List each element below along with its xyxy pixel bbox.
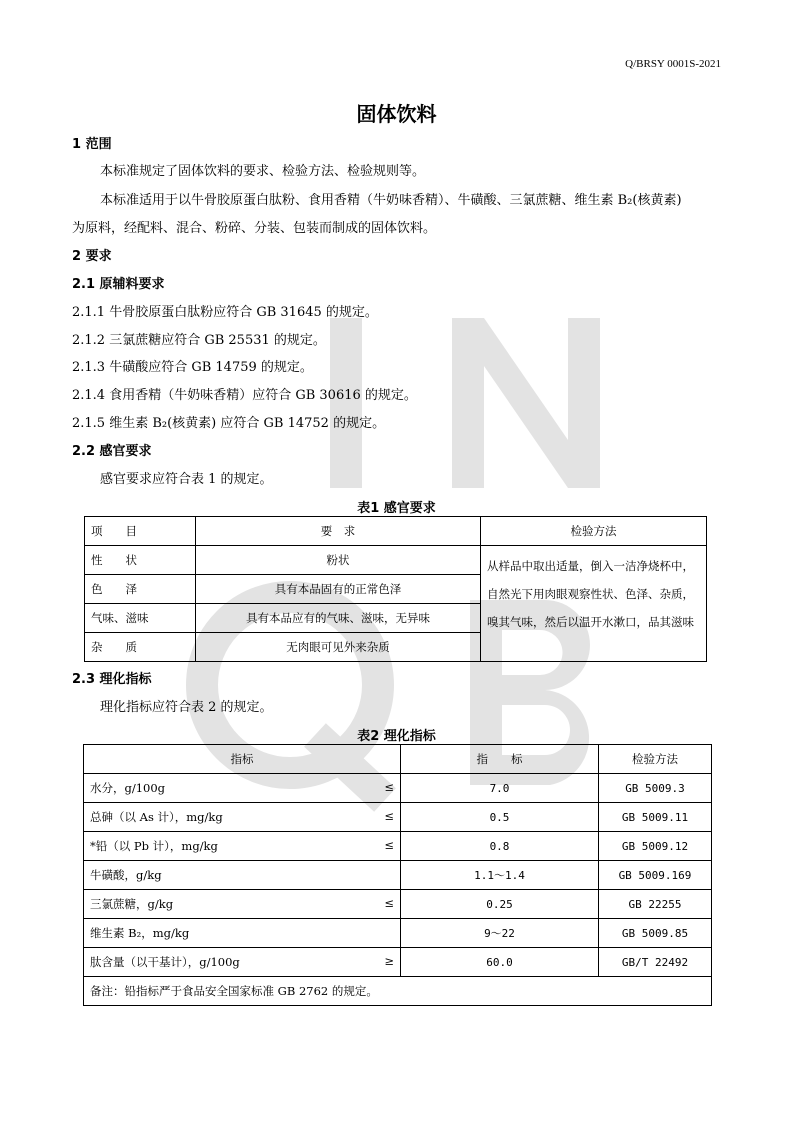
paragraph: 感官要求应符合表 1 的规定。 — [100, 472, 273, 487]
item-cell: 性 状 — [85, 546, 196, 575]
table-row — [84, 861, 712, 890]
paragraph: 为原料，经配料、混合、粉碎、分装、包装而制成的固体饮料。 — [72, 221, 437, 236]
clause: 2.1.2 三氯蔗糖应符合 GB 25531 的规定。 — [72, 333, 326, 348]
method-cell: 从样品中取出适量，倒入一洁净烧杯中，自然光下用肉眼观察性状、色泽、杂质，嗅其气味，然后以温开水漱口，品其滋味 — [481, 546, 707, 662]
value-cell: 0.25 — [401, 890, 599, 919]
paragraph: 理化指标应符合表 2 的规定。 — [100, 700, 273, 715]
comparison-symbol: ≤ — [384, 809, 394, 823]
doc-code: Q/BRSY 0001S-2021 — [625, 58, 721, 70]
watermark-letter-n-shape — [452, 318, 600, 488]
clause: 2.1.4 食用香精（牛奶味香精）应符合 GB 30616 的规定。 — [72, 388, 417, 403]
note-row — [84, 977, 712, 1006]
comparison-symbol: ≤ — [384, 896, 394, 910]
section-heading: 2.2 感官要求 — [72, 444, 152, 459]
requirement-cell: 无肉眼可见外来杂质 — [196, 633, 481, 662]
section-heading: 2.3 理化指标 — [72, 672, 152, 687]
sensory-table — [84, 516, 707, 662]
item-cell — [84, 803, 401, 832]
item-cell: 气味、滋味 — [85, 604, 196, 633]
item-label: 三氯蔗糖，g/kg — [90, 897, 174, 911]
table-header-row — [85, 517, 707, 546]
table-row — [84, 832, 712, 861]
clause: 2.1.1 牛骨胶原蛋白肽粉应符合 GB 31645 的规定。 — [72, 305, 378, 320]
method-cell: GB 5009.12 — [599, 832, 712, 861]
paragraph: 本标准适用于以牛骨胶原蛋白肽粉、食用香精（牛奶味香精）、牛磺酸、三氯蔗糖、维生素 B₂(核黄素) — [100, 193, 682, 208]
item-label: 牛磺酸，g/kg — [90, 868, 162, 882]
section-heading: 1 范围 — [72, 137, 112, 152]
comparison-symbol: ≥ — [384, 954, 394, 968]
method-cell: GB 5009.169 — [599, 861, 712, 890]
header-cell: 检验方法 — [481, 517, 707, 546]
watermark-letter-i-shape — [330, 318, 362, 488]
value-cell: 0.5 — [401, 803, 599, 832]
item-cell: 色 泽 — [85, 575, 196, 604]
header-cell: 项 目 — [85, 517, 196, 546]
table-row — [84, 948, 712, 977]
value-cell: 0.8 — [401, 832, 599, 861]
item-label: 维生素 B₂，mg/kg — [90, 926, 190, 940]
method-cell: GB 5009.3 — [599, 774, 712, 803]
value-cell: 9～22 — [401, 919, 599, 948]
item-cell — [84, 919, 401, 948]
physicochemical-table — [83, 744, 712, 1006]
table-row — [85, 546, 707, 575]
header-cell: 指标 — [84, 745, 401, 774]
item-label: 总砷（以 As 计），mg/kg — [90, 810, 223, 824]
item-cell: 杂 质 — [85, 633, 196, 662]
clause: 2.1.5 维生素 B₂(核黄素) 应符合 GB 14752 的规定。 — [72, 416, 386, 431]
table-caption: 表1 感官要求 — [357, 501, 436, 516]
table-row — [84, 890, 712, 919]
table-header-row — [84, 745, 712, 774]
item-cell — [84, 774, 401, 803]
requirement-cell: 具有本品应有的气味、滋味，无异味 — [196, 604, 481, 633]
table-row — [84, 803, 712, 832]
method-cell: GB 22255 — [599, 890, 712, 919]
item-cell — [84, 861, 401, 890]
value-cell: 7.0 — [401, 774, 599, 803]
item-cell — [84, 890, 401, 919]
requirement-cell: 具有本品固有的正常色泽 — [196, 575, 481, 604]
paragraph: 本标准规定了固体饮料的要求、检验方法、检验规则等。 — [100, 164, 426, 179]
item-label: 水分，g/100g — [90, 781, 166, 795]
comparison-symbol: ≤ — [384, 838, 394, 852]
item-cell — [84, 832, 401, 861]
method-cell: GB/T 22492 — [599, 948, 712, 977]
table-row — [84, 919, 712, 948]
value-cell: 1.1～1.4 — [401, 861, 599, 890]
header-cell: 要 求 — [196, 517, 481, 546]
clause: 2.1.3 牛磺酸应符合 GB 14759 的规定。 — [72, 360, 313, 375]
comparison-symbol: ≤ — [384, 780, 394, 794]
table-caption: 表2 理化指标 — [357, 729, 436, 744]
note-cell: 备注：铅指标严于食品安全国家标准 GB 2762 的规定。 — [84, 977, 712, 1006]
value-cell: 60.0 — [401, 948, 599, 977]
item-cell — [84, 948, 401, 977]
item-label: *铅（以 Pb 计），mg/kg — [90, 839, 218, 853]
section-heading: 2 要求 — [72, 249, 112, 264]
header-cell: 指 标 — [401, 745, 599, 774]
method-cell: GB 5009.85 — [599, 919, 712, 948]
section-heading: 2.1 原辅料要求 — [72, 277, 165, 292]
header-cell: 检验方法 — [599, 745, 712, 774]
method-cell: GB 5009.11 — [599, 803, 712, 832]
table-row — [84, 774, 712, 803]
item-label: 肽含量（以干基计），g/100g — [90, 955, 240, 969]
page-title: 固体饮料 — [356, 102, 437, 126]
requirement-cell: 粉状 — [196, 546, 481, 575]
